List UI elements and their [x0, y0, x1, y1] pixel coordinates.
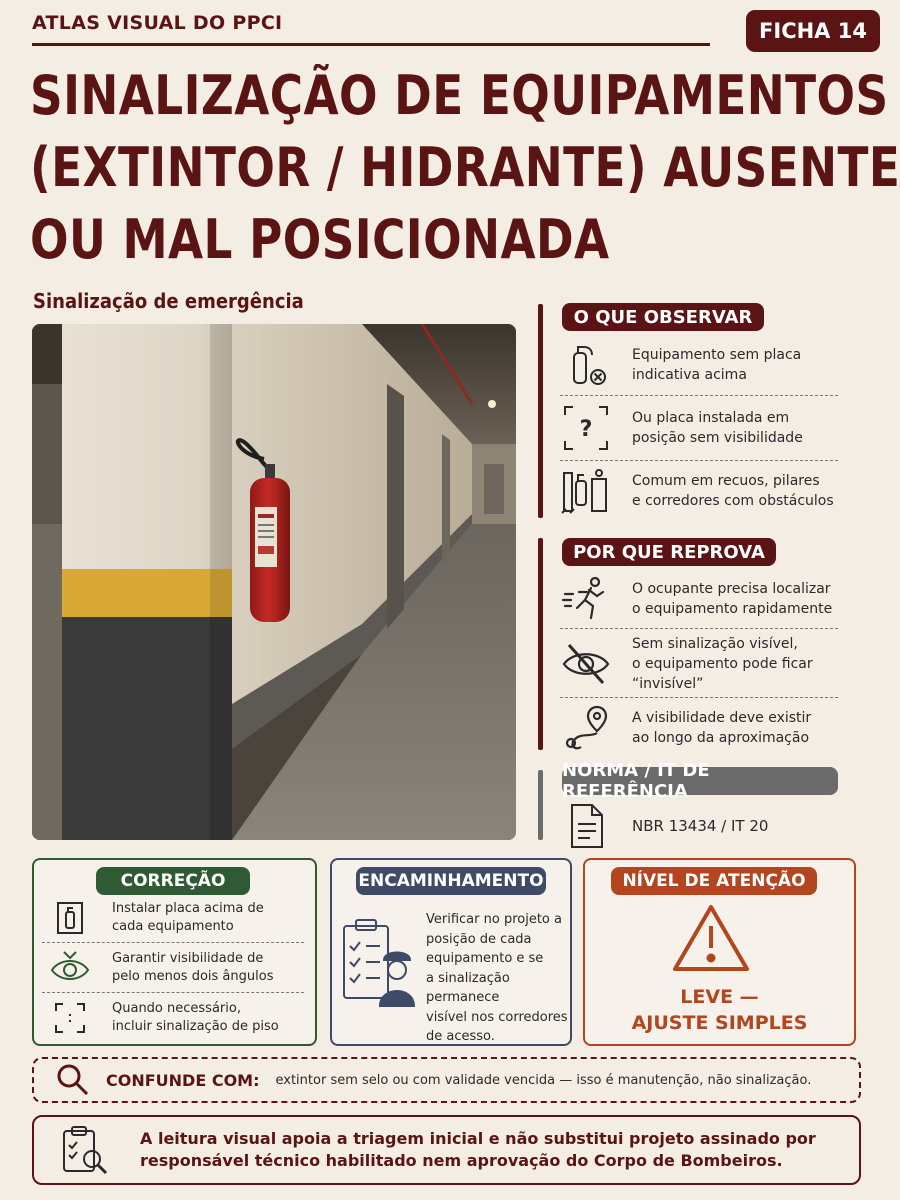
corridor-photo [32, 324, 516, 840]
correcao-item-2-line-2: pelo menos dois ângulos [112, 969, 274, 984]
page-title [30, 60, 900, 276]
reprova-item-1 [560, 573, 838, 625]
encaminhamento-heading: ENCAMINHAMENTO [356, 867, 546, 895]
correcao-item-2-line-1: Garantir visibilidade de [112, 951, 264, 966]
observar-item-3-line-2: e corredores com obstáculos [632, 493, 834, 509]
title-line-2: (EXTINTOR / HIDRANTE) AUSENTE [30, 136, 900, 199]
correcao-item-3-line-2: incluir sinalização de piso [112, 1019, 279, 1034]
reprova-item-2-line-2: o equipamento pode ficar [632, 656, 813, 672]
observar-item-3 [560, 465, 838, 517]
norma-sidebar [538, 770, 543, 840]
reprova-item-1-line-1: O ocupante precisa localizar [632, 581, 831, 597]
reprova-item-3-text [632, 708, 811, 748]
encaminhamento-line-1: Verificar no projeto a [426, 912, 562, 927]
title-line-1: SINALIZAÇÃO DE EQUIPAMENTOS [30, 64, 889, 127]
observar-divider [560, 460, 838, 461]
reprova-item-1-line-2: o equipamento rapidamente [632, 601, 833, 617]
encaminhamento-text [426, 910, 570, 1047]
correcao-item-2 [50, 948, 308, 988]
reprova-item-3-line-2: ao longo da aproximação [632, 730, 810, 746]
reprova-item-2-line-3: “invisível” [632, 676, 704, 692]
encaminhamento-line-5: visível nos corredores [426, 1009, 568, 1025]
observar-heading: O QUE OBSERVAR [562, 303, 764, 331]
observar-item-2-line-2: posição sem visibilidade [632, 430, 803, 446]
encaminhamento-box [330, 858, 572, 1046]
eye-slash-icon [560, 638, 612, 690]
title-line-3: OU MAL POSICIONADA [30, 208, 610, 271]
correcao-item-1-text [112, 900, 264, 936]
reprova-divider [560, 697, 838, 698]
observar-item-3-text [632, 471, 834, 511]
eye-angles-icon [50, 948, 90, 988]
clipboard-search-icon [58, 1123, 112, 1177]
observar-item-1-line-1: Equipamento sem placa [632, 347, 802, 363]
observar-item-2-line-1: Ou placa instalada em [632, 410, 790, 426]
correcao-divider [42, 942, 304, 943]
norma-heading: NORMA / IT DE REFERÊNCIA [562, 767, 838, 795]
reprova-item-2-line-1: Sem sinalização visível, [632, 636, 798, 652]
extinguisher-sign-icon [50, 898, 90, 938]
pillar-obstacle-icon [560, 465, 612, 517]
reprova-item-2 [560, 634, 838, 694]
observar-sidebar [538, 304, 543, 518]
disclaimer-text [140, 1128, 816, 1172]
disclaimer-line-1: A leitura visual apoia a triagem inicial e não substitui projeto assinado por [140, 1129, 816, 1148]
correcao-item-3 [50, 998, 308, 1038]
header-divider [32, 43, 710, 46]
document-icon [560, 800, 612, 852]
ficha-badge: FICHA 14 [746, 10, 880, 52]
atencao-box [583, 858, 856, 1046]
reprova-heading: POR QUE REPROVA [562, 538, 776, 566]
encaminhamento-line-6: de acesso. [426, 1029, 495, 1044]
atencao-level-line-2: AJUSTE SIMPLES [631, 1012, 808, 1034]
reprova-item-3 [560, 702, 838, 754]
observar-item-1-line-2: indicativa acima [632, 367, 747, 383]
checklist-engineer-icon [340, 916, 420, 1012]
reprova-item-2-text [632, 634, 813, 694]
correcao-item-3-line-1: Quando necessário, [112, 1001, 241, 1016]
encaminhamento-line-2: posição de cada [426, 931, 532, 947]
correcao-item-2-text [112, 950, 273, 986]
correcao-item-1 [50, 898, 308, 938]
reprova-item-3-line-1: A visibilidade deve existir [632, 710, 812, 726]
atencao-level-line-1: LEVE — [680, 986, 759, 1008]
correcao-item-3-text [112, 1000, 279, 1036]
correcao-heading: CORREÇÃO [96, 867, 250, 895]
question-sign-icon [560, 402, 612, 454]
page-subtitle: Sinalização de emergência [33, 289, 304, 313]
reprova-divider [560, 628, 838, 629]
warning-triangle-icon [671, 902, 751, 978]
magnifier-icon [56, 1063, 90, 1097]
floor-marking-icon [50, 998, 90, 1038]
route-pin-icon [560, 702, 612, 754]
svg-text:?: ? [579, 417, 593, 442]
observar-item-3-line-1: Comum em recuos, pilares [632, 473, 820, 489]
correcao-divider [42, 992, 304, 993]
observar-divider [560, 395, 838, 396]
encaminhamento-line-3: equipamento e se [426, 951, 544, 966]
correcao-item-1-line-1: Instalar placa acima de [112, 901, 264, 916]
extinguisher-x-icon [560, 339, 612, 391]
norma-value: NBR 13434 / IT 20 [632, 817, 769, 835]
disclaimer-box [32, 1115, 861, 1185]
confunde-text: extintor sem selo ou com validade vencida — isso é manutenção, não sinalização. [275, 1072, 812, 1088]
encaminhamento-line-4: a sinalização permanece [426, 970, 510, 1005]
observar-item-2 [560, 402, 838, 454]
observar-item-2-text [632, 408, 803, 448]
correcao-box [32, 858, 317, 1046]
observar-item-1-text [632, 345, 801, 385]
norma-item [560, 800, 838, 852]
reprova-sidebar [538, 538, 543, 750]
confunde-box [32, 1057, 861, 1103]
correcao-item-1-line-2: cada equipamento [112, 919, 234, 934]
running-person-icon [560, 573, 612, 625]
series-title: ATLAS VISUAL DO PPCI [32, 12, 283, 34]
atencao-level [585, 984, 854, 1036]
atencao-heading: NÍVEL DE ATENÇÃO [611, 867, 817, 895]
reprova-item-1-text [632, 579, 832, 619]
disclaimer-line-2: responsável técnico habilitado nem aprovação do Corpo de Bombeiros. [140, 1151, 783, 1170]
observar-item-1 [560, 339, 838, 391]
confunde-label: CONFUNDE COM: [106, 1070, 260, 1090]
